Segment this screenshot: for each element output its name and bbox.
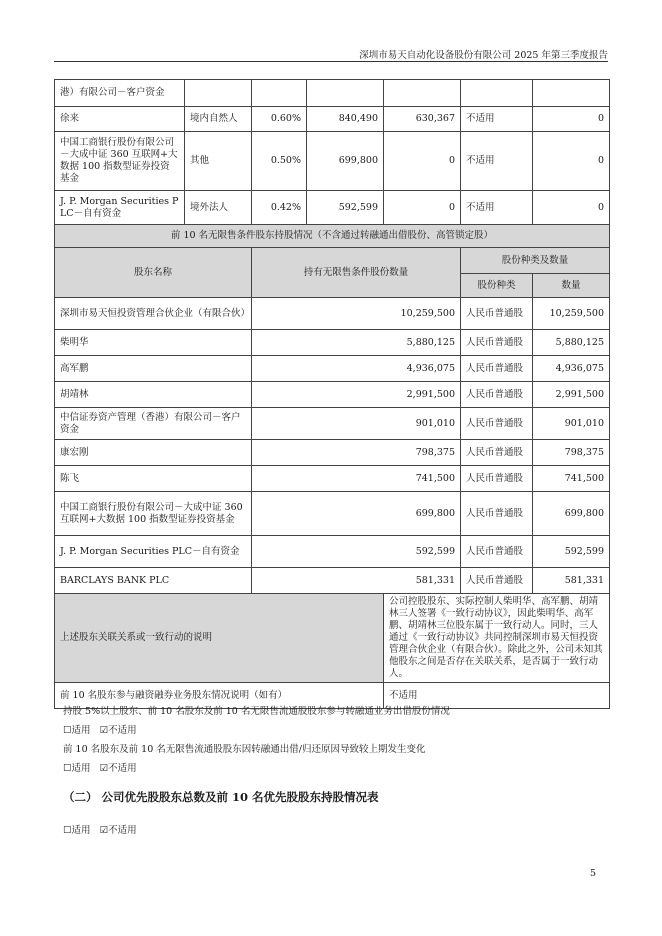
- share-kind: 人民币普通股: [461, 330, 533, 356]
- checked-box-icon[interactable]: ☑: [99, 825, 109, 836]
- share-kind: 人民币普通股: [461, 440, 533, 466]
- unrestricted-qty: 901,010: [252, 408, 461, 440]
- share-kind-qty: 592,599: [533, 536, 610, 568]
- share-kind: 人民币普通股: [461, 356, 533, 382]
- relation-text: 公司控股股东、实际控制人柴明华、高军鹏、胡靖林三人签署《一致行动协议》，因此柴明华、高军鹏、胡靖林三位股东属于一致行动人。同时，三人通过《一致行动协议》共同控制深圳市易天恒投资管理合伙企业（有限合伙）。除此之外，公司未知其他股东之间是否存在关联关系，是否属于一致行动人。: [384, 594, 610, 683]
- share-kind: 人民币普通股: [461, 536, 533, 568]
- unrestricted-section-title: 前 10 名无限售条件股东持股情况（不含通过转融通出借股份、高管锁定股）: [55, 225, 610, 248]
- holding-pct: 0.60%: [252, 107, 307, 132]
- table-row: [55, 466, 610, 492]
- unrestricted-qty: 2,991,500: [252, 382, 461, 408]
- section-heading: （二） 公司优先股股东总数及前 10 名优先股股东持股情况表: [63, 790, 379, 804]
- checked-box-icon[interactable]: ☑: [99, 763, 109, 774]
- option-applicable: 适用: [71, 763, 91, 774]
- col-share-class: 股份种类及数量: [461, 248, 610, 274]
- holder-name: 陈飞: [55, 466, 252, 492]
- holder-name: 康宏刚: [55, 440, 252, 466]
- table-row: [55, 107, 610, 132]
- checked-box-icon[interactable]: ☑: [99, 725, 109, 736]
- pledge-qty: 0: [533, 191, 610, 225]
- holder-name: BARCLAYS BANK PLC: [55, 568, 252, 594]
- holding-shares: 592,599: [307, 191, 384, 225]
- shareholder-table: [54, 79, 610, 709]
- unrestricted-qty: 699,800: [252, 492, 461, 536]
- holder-name: 港）有限公司－客户资金: [55, 80, 185, 107]
- holder-name: 高军鹏: [55, 356, 252, 382]
- unrestricted-qty: 592,599: [252, 536, 461, 568]
- holder-name: 柴明华: [55, 330, 252, 356]
- lending-note: 持股 5%以上股东、前 10 名股东及前 10 名无限售流通股股东参与转融通业务出借股份情况: [63, 706, 450, 717]
- holding-shares: 840,490: [307, 107, 384, 132]
- pledge-status: 不适用: [461, 191, 533, 225]
- holder-name: 中国工商银行股份有限公司－大成中证 360 互联网+大数据 100 指数型证券投资基金: [55, 132, 185, 191]
- share-kind-qty: 901,010: [533, 408, 610, 440]
- report-header: 深圳市易天自动化设备股份有限公司 2025 年第三季度报告: [359, 50, 608, 61]
- table-row: [55, 356, 610, 382]
- share-kind-qty: 4,936,075: [533, 356, 610, 382]
- change-note: 前 10 名股东及前 10 名无限售流通股股东因转融通出借/归还原因导致较上期发生变化: [63, 744, 426, 755]
- col-share-type: 股份种类: [461, 274, 533, 298]
- share-kind-qty: 2,991,500: [533, 382, 610, 408]
- holding-shares: [307, 80, 384, 107]
- table-row: [55, 492, 610, 536]
- restricted-shares: 0: [384, 191, 461, 225]
- margin-value: 不适用: [384, 683, 610, 709]
- table-row: [55, 568, 610, 594]
- col-holder-name: 股东名称: [55, 248, 252, 298]
- option-not-applicable: 不适用: [108, 825, 137, 836]
- share-kind-qty: 741,500: [533, 466, 610, 492]
- table-row: [55, 298, 610, 330]
- table-row: [55, 132, 610, 191]
- holder-type: 境外法人: [185, 191, 252, 225]
- table-row: [55, 440, 610, 466]
- share-kind: 人民币普通股: [461, 568, 533, 594]
- pledge-status: [461, 80, 533, 107]
- holder-type: 境内自然人: [185, 107, 252, 132]
- table-row: [55, 191, 610, 225]
- share-kind: 人民币普通股: [461, 382, 533, 408]
- lending-options: [63, 722, 137, 736]
- holding-shares: 699,800: [307, 132, 384, 191]
- holding-pct: [252, 80, 307, 107]
- page-number: 5: [590, 868, 597, 879]
- section-title-row: [55, 225, 610, 248]
- unrestricted-qty: 741,500: [252, 466, 461, 492]
- restricted-shares: 630,367: [384, 107, 461, 132]
- share-kind-qty: 10,259,500: [533, 298, 610, 330]
- relation-row: [55, 594, 610, 683]
- share-kind: 人民币普通股: [461, 298, 533, 330]
- option-not-applicable: 不适用: [108, 725, 137, 736]
- col-unrestricted-qty: 持有无限售条件股份数量: [252, 248, 461, 298]
- share-kind: 人民币普通股: [461, 466, 533, 492]
- change-options: [63, 760, 137, 774]
- header-rule: [54, 61, 608, 62]
- unchecked-box-icon[interactable]: ☐: [63, 825, 72, 836]
- share-kind-qty: 699,800: [533, 492, 610, 536]
- holder-name: 徐来: [55, 107, 185, 132]
- table-row: [55, 408, 610, 440]
- unchecked-box-icon[interactable]: ☐: [63, 725, 72, 736]
- option-applicable: 适用: [71, 825, 91, 836]
- margin-label: 前 10 名股东参与融资融券业务股东情况说明（如有）: [55, 683, 384, 709]
- holder-type: 其他: [185, 132, 252, 191]
- pledge-status: 不适用: [461, 107, 533, 132]
- pledge-qty: [533, 80, 610, 107]
- holding-pct: 0.42%: [252, 191, 307, 225]
- option-applicable: 适用: [71, 725, 91, 736]
- holder-name: J. P. Morgan Securities PLC－自有资金: [55, 536, 252, 568]
- table-row: [55, 330, 610, 356]
- restricted-shares: [384, 80, 461, 107]
- header-row: [55, 248, 610, 274]
- table-row: [55, 80, 610, 107]
- unrestricted-qty: 10,259,500: [252, 298, 461, 330]
- holder-name: 中信证券资产管理（香港）有限公司－客户资金: [55, 408, 252, 440]
- share-kind-qty: 581,331: [533, 568, 610, 594]
- unrestricted-qty: 4,936,075: [252, 356, 461, 382]
- holder-name: J. P. Morgan Securities PLC－自有资金: [55, 191, 185, 225]
- pledge-qty: 0: [533, 132, 610, 191]
- unchecked-box-icon[interactable]: ☐: [63, 763, 72, 774]
- unrestricted-qty: 5,880,125: [252, 330, 461, 356]
- pledge-status: 不适用: [461, 132, 533, 191]
- table-row: [55, 536, 610, 568]
- unrestricted-qty: 798,375: [252, 440, 461, 466]
- share-kind: 人民币普通股: [461, 408, 533, 440]
- share-kind-qty: 5,880,125: [533, 330, 610, 356]
- share-kind-qty: 798,375: [533, 440, 610, 466]
- holding-pct: 0.50%: [252, 132, 307, 191]
- option-not-applicable: 不适用: [108, 763, 137, 774]
- relation-label: 上述股东关联关系或一致行动的说明: [55, 594, 384, 683]
- holder-type: [185, 80, 252, 107]
- pledge-qty: 0: [533, 107, 610, 132]
- col-share-qty: 数量: [533, 274, 610, 298]
- holder-name: 胡靖林: [55, 382, 252, 408]
- restricted-shares: 0: [384, 132, 461, 191]
- holder-name: 中国工商银行股份有限公司－大成中证 360 互联网+大数据 100 指数型证券投资基金: [55, 492, 252, 536]
- preferred-options: [63, 822, 137, 836]
- holder-name: 深圳市易天恒投资管理合伙企业（有限合伙）: [55, 298, 252, 330]
- unrestricted-qty: 581,331: [252, 568, 461, 594]
- share-kind: 人民币普通股: [461, 492, 533, 536]
- table-row: [55, 382, 610, 408]
